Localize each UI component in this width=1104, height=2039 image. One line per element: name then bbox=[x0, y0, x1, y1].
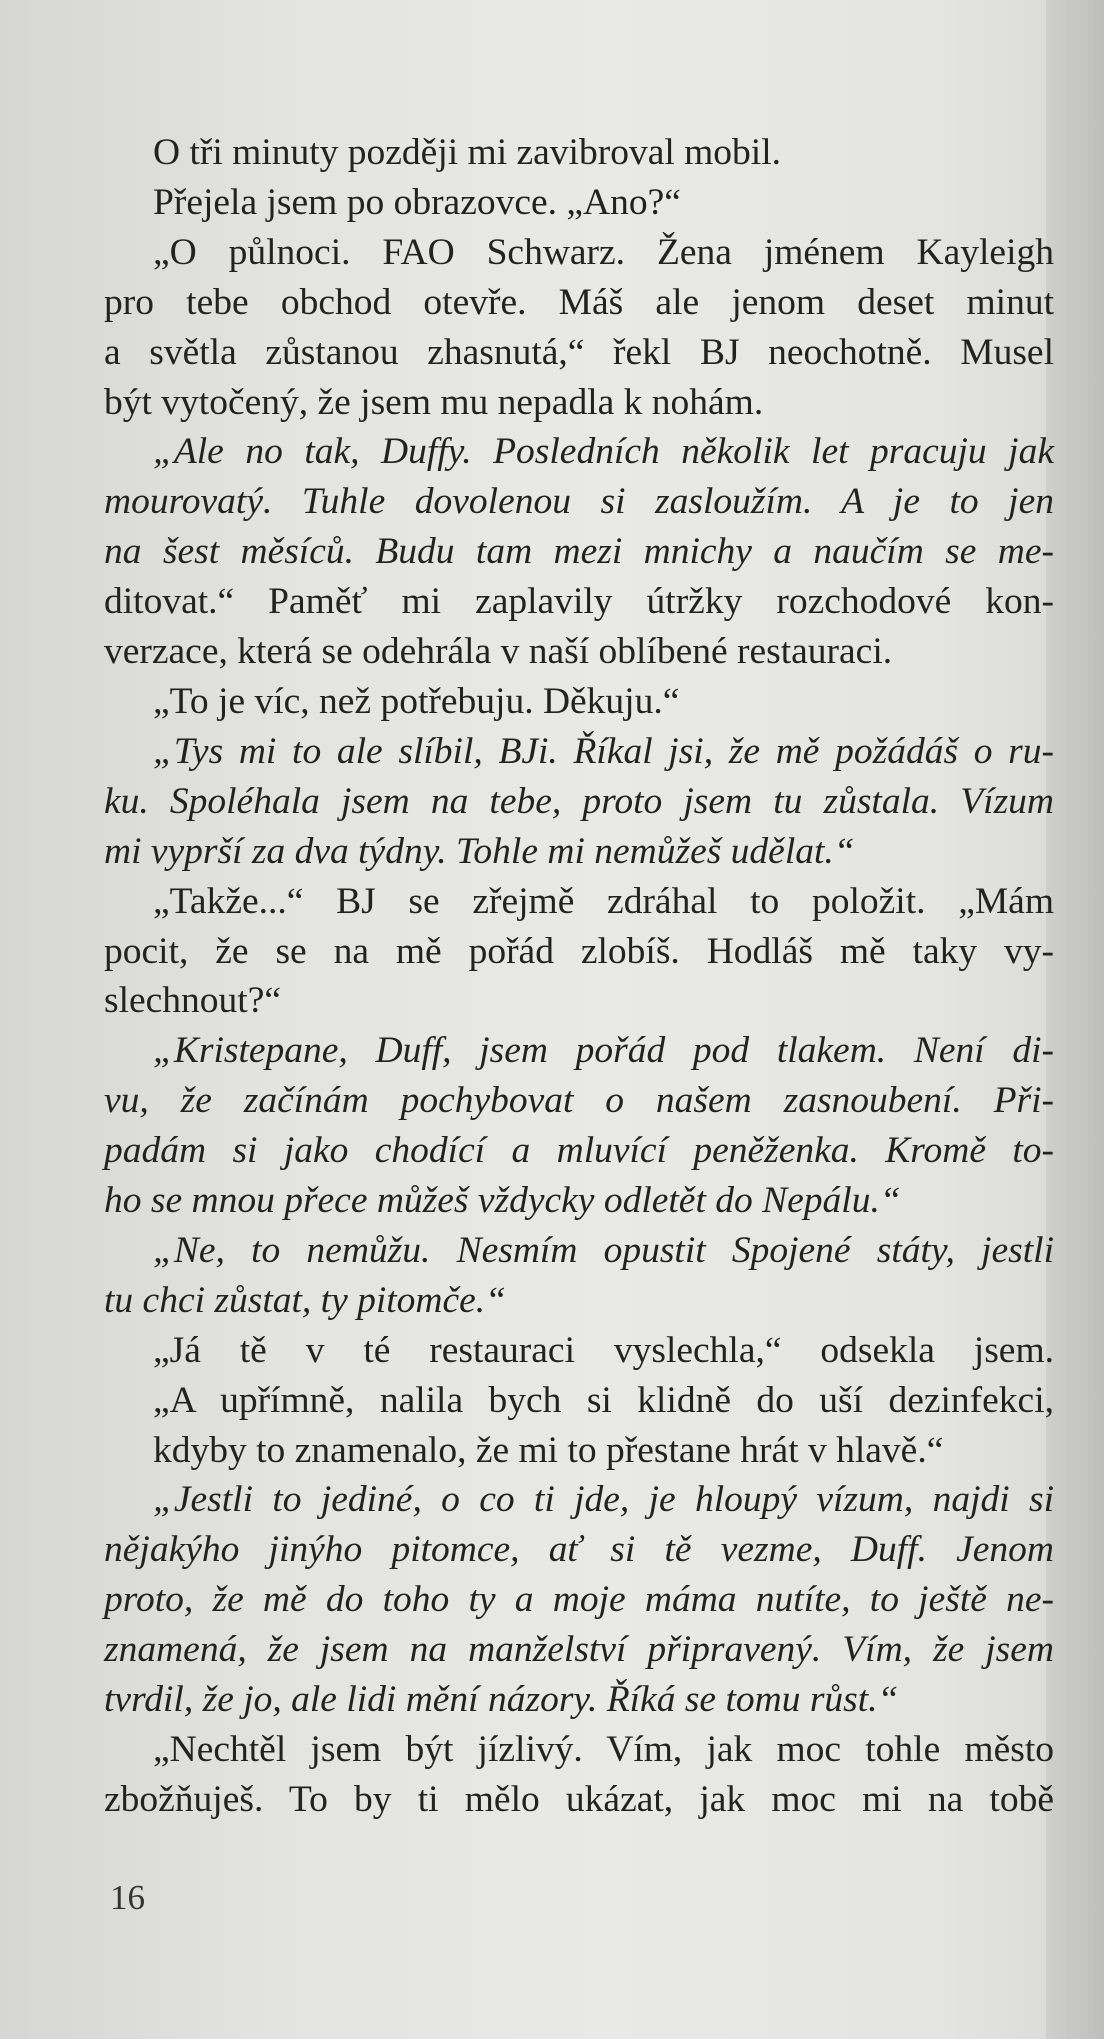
text-line: ku. Spoléhala jsem na tebe, proto jsem tu zůstala. Vízum bbox=[104, 780, 1054, 822]
text-line: na šest měsíců. Budu tam mezi mnichy a naučím se me- bbox=[104, 531, 1054, 573]
text-line: „To je víc, než potřebuju. Děkuju.“ bbox=[153, 680, 680, 722]
text-line: „Já tě v té restauraci vyslechla,“ odsekla jsem. bbox=[153, 1329, 1054, 1371]
text-line: Přejela jsem po obrazovce. „Ano?“ bbox=[153, 181, 681, 223]
text-line: „Ne, to nemůžu. Nesmím opustit Spojené státy, jestli bbox=[153, 1229, 1054, 1271]
text-line: kdyby to znamenalo, že mi to přestane hrát v hlavě.“ bbox=[153, 1429, 944, 1471]
text-line: mourovatý. Tuhle dovolenou si zasloužím. A je to jen bbox=[104, 481, 1054, 523]
page-number: 16 bbox=[110, 1878, 145, 1917]
text-line: vu, že začínám pochybovat o našem zasnoubení. Při- bbox=[104, 1080, 1054, 1122]
text-block bbox=[104, 128, 1054, 1825]
text-line: O tři minuty později mi zavibroval mobil. bbox=[153, 132, 782, 173]
text-line: „Nechtěl jsem být jízlivý. Vím, jak moc tohle město bbox=[153, 1729, 1054, 1770]
text-line: tu chci zůstat, ty pitomče.“ bbox=[104, 1279, 507, 1321]
text-line: být vytočený, že jsem mu nepadla k nohám. bbox=[104, 381, 764, 423]
text-line: „Takže...“ BJ se zřejmě zdráhal to položit. „Mám bbox=[153, 880, 1054, 922]
text-line: „Tys mi to ale slíbil, BJi. Říkal jsi, že mě požádáš o ru- bbox=[153, 730, 1054, 772]
text-line: zbožňuješ. To by ti mělo ukázat, jak moc mi na tobě bbox=[104, 1778, 1054, 1820]
text-line: mi vyprší za dva týdny. Tohle mi nemůžeš udělat.“ bbox=[104, 830, 855, 872]
text-line: slechnout?“ bbox=[104, 980, 282, 1022]
text-line: pocit, že se na mě pořád zlobíš. Hodláš mě taky vy- bbox=[104, 930, 1054, 972]
text-line: pro tebe obchod otevře. Máš ale jenom deset minut bbox=[104, 281, 1054, 323]
text-line: „O půlnoci. FAO Schwarz. Žena jménem Kayleigh bbox=[153, 231, 1054, 273]
text-line: a světla zůstanou zhasnutá,“ řekl BJ neochotně. Musel bbox=[104, 331, 1054, 373]
text-line: proto, že mě do toho ty a moje máma nutíte, to ještě ne- bbox=[104, 1579, 1054, 1621]
text-line: ho se mnou přece můžeš vždycky odletět do Nepálu.“ bbox=[104, 1180, 901, 1222]
text-line: „Ale no tak, Duffy. Posledních několik let pracuju jak bbox=[153, 431, 1054, 473]
text-line: padám si jako chodící a mluvící peněženka. Kromě to- bbox=[104, 1130, 1054, 1172]
text-line: tvrdil, že jo, ale lidi mění názory. Říká se tomu růst.“ bbox=[104, 1679, 899, 1721]
adjacent-page-edge bbox=[1046, 0, 1104, 2039]
text-line: nějakýho jinýho pitomce, ať si tě vezme, Duff. Jenom bbox=[104, 1529, 1054, 1571]
text-line: znamená, že jsem na manželství připravený. Vím, že jsem bbox=[104, 1629, 1054, 1671]
text-line: verzace, která se odehrála v naší oblíbené restauraci. bbox=[104, 631, 893, 673]
text-line: „A upřímně, nalila bych si klidně do uší dezinfekci, bbox=[153, 1379, 1054, 1421]
text-line: „Jestli to jediné, o co ti jde, je hloupý vízum, najdi si bbox=[153, 1479, 1054, 1521]
text-line: ditovat.“ Paměť mi zaplavily útržky rozchodové kon- bbox=[104, 581, 1054, 623]
text-line: „Kristepane, Duff, jsem pořád pod tlakem. Není di- bbox=[153, 1030, 1054, 1072]
